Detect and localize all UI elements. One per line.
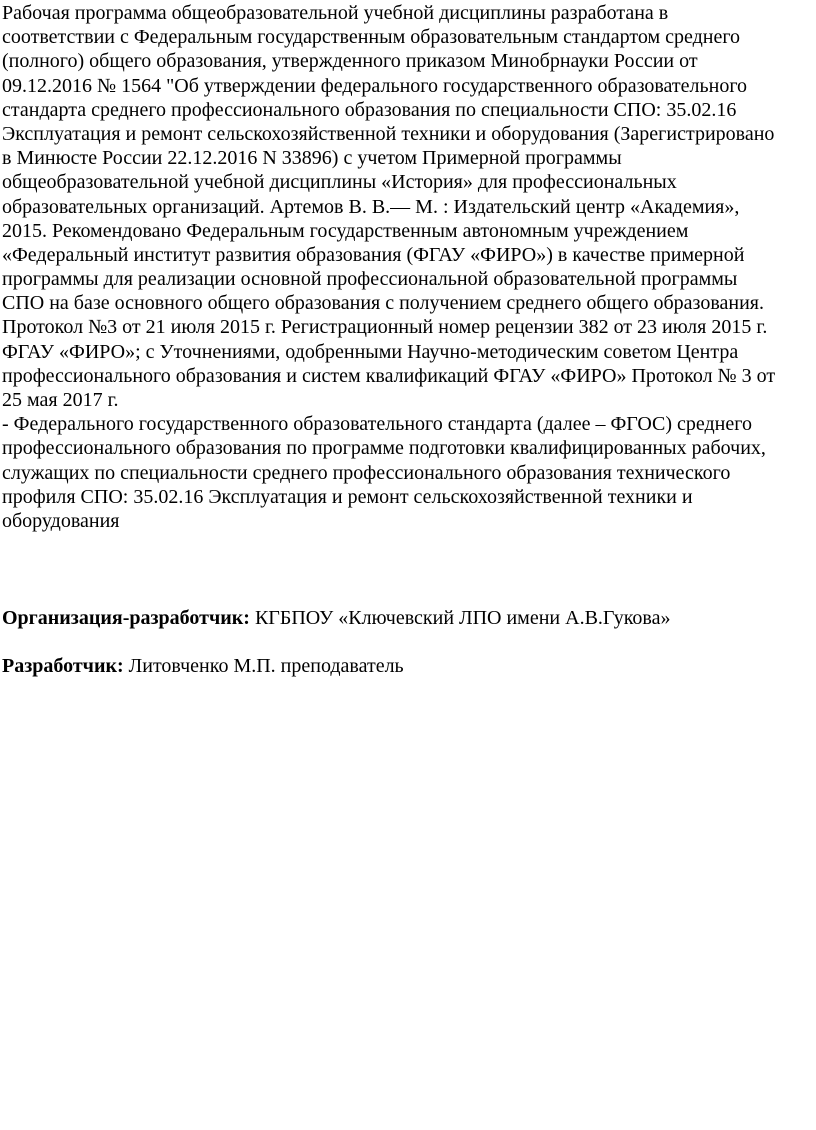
body-line: в Минюсте России 22.12.2016 N 33896) с учетом Примерной программы <box>2 147 622 170</box>
body-line: 09.12.2016 № 1564 "Об утверждении федерального государственного образовательного <box>2 74 748 97</box>
body-line: Эксплуатация и ремонт сельскохозяйственной техники и оборудования (Зарегистрировано <box>2 122 775 145</box>
body-line: СПО на базе основного общего образования с получением среднего общего образования. <box>2 292 765 315</box>
body-line: 2015. Рекомендовано Федеральным государственным автономным учреждением <box>2 219 689 242</box>
body-line: (полного) общего образования, утвержденного приказом Минобрнауки России от <box>2 50 698 73</box>
body-line: общеобразовательной учебной дисциплины «История» для профессиональных <box>2 171 677 194</box>
body-line: стандарта среднего профессионального образования по специальности СПО: 35.02.16 <box>2 98 737 121</box>
body-line: ФГАУ «ФИРО»; с Уточнениями, одобренными Научно-методическим советом Центра <box>2 340 739 363</box>
body-line: профиля СПО: 35.02.16 Эксплуатация и ремонт сельскохозяйственной техники и <box>2 485 693 508</box>
body-line: «Федеральный институт развития образования (ФГАУ «ФИРО») в качестве примерной <box>2 243 745 266</box>
organization-value: КГБПОУ «Ключевский ЛПО имени А.В.Гукова» <box>249 607 671 629</box>
body-line: служащих по специальности среднего профессионального образования технического <box>2 461 731 484</box>
body-line: - Федерального государственного образовательного стандарта (далее – ФГОС) среднего <box>2 413 752 436</box>
organization-field <box>2 606 670 630</box>
body-line: профессионального образования по программе подготовки квалифицированных рабочих, <box>2 437 766 460</box>
organization-label: Организация-разработчик: <box>2 607 250 629</box>
body-line: оборудования <box>2 509 120 532</box>
body-line: Протокол №3 от 21 июля 2015 г. Регистрационный номер рецензии 382 от 23 июля 2015 г. <box>2 316 768 339</box>
body-line: 25 мая 2017 г. <box>2 389 119 411</box>
developer-field <box>2 654 404 678</box>
body-line: соответствии с Федеральным государственным образовательным стандартом среднего <box>2 26 741 49</box>
document-body <box>2 1 814 533</box>
body-line: программы для реализации основной профессиональной образовательной программы <box>2 268 738 291</box>
body-line: профессионального образования и систем квалификаций ФГАУ «ФИРО» Протокол № 3 от <box>2 364 776 387</box>
body-line: образовательных организаций. Артемов В. В.— М. : Издательский центр «Академия», <box>2 195 740 218</box>
body-line: Рабочая программа общеобразовательной учебной дисциплины разработана в <box>2 2 669 24</box>
developer-label: Разработчик: <box>2 655 124 677</box>
developer-value: Литовченко М.П. преподаватель <box>123 655 404 677</box>
